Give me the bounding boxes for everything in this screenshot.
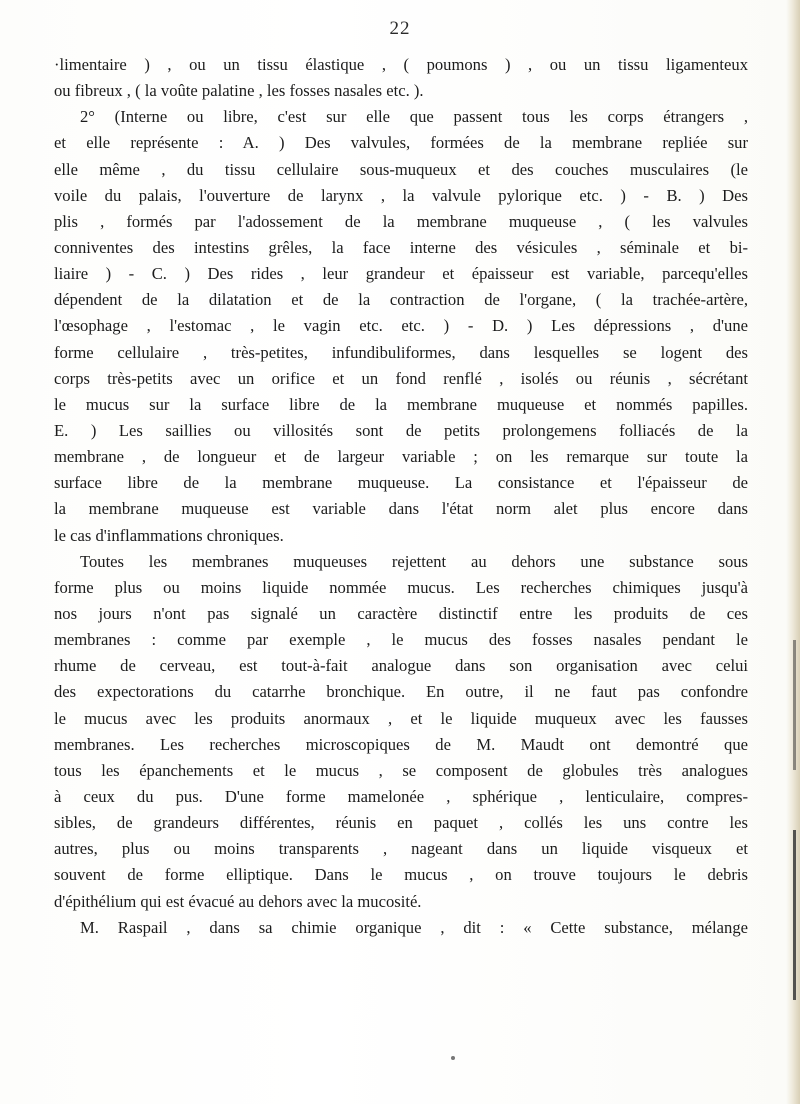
- text-line: le mucus avec les produits anormaux , et le liquide muqueux avec les fausses: [54, 708, 748, 728]
- text-line: des expectorations du catarrhe bronchique. En outre, il ne faut pas confondre: [54, 682, 748, 702]
- body-text: [54, 52, 748, 941]
- text-line: membranes. Les recherches microscopiques de M. Maudt ont demontré que: [54, 734, 748, 754]
- text-line: le cas d'inflammations chroniques.: [54, 525, 284, 545]
- ink-speck: [451, 1056, 455, 1060]
- text-line: surface libre de la membrane muqueuse. La consistance et l'épaisseur de: [54, 473, 748, 493]
- text-line: l'œsophage , l'estomac , le vagin etc. etc. ) - D. ) Les dépressions , d'une: [54, 316, 748, 336]
- text-line: tous les épanchements et le mucus , se composent de globules très analogues: [54, 760, 748, 780]
- text-line: à ceux du pus. D'une forme mamelonée , sphérique , lenticulaire, compres-: [54, 786, 748, 806]
- edge-shadow-mark: [793, 640, 796, 770]
- text-line: membrane , de longueur et de largeur variable ; on les remarque sur toute la: [54, 447, 748, 467]
- text-line: forme cellulaire , très-petites, infundibuliformes, dans lesquelles se logent des: [54, 342, 748, 362]
- text-line: autres, plus ou moins transparents , nageant dans un liquide visqueux et: [54, 839, 748, 859]
- text-line: plis , formés par l'adossement de la membrane muqueuse , ( les valvules: [54, 211, 748, 231]
- text-line: forme plus ou moins liquide nommée mucus. Les recherches chimiques jusqu'à: [54, 577, 748, 597]
- text-line: E. ) Les saillies ou villosités sont de petits prolongemens folliacés de la: [54, 420, 748, 440]
- text-line: liaire ) - C. ) Des rides , leur grandeur et épaisseur est variable, parcequ'elles: [54, 264, 748, 284]
- text-line: nos jours n'ont pas signalé un caractère distinctif entre les produits de ces: [54, 603, 748, 623]
- text-line: dépendent de la dilatation et de la contraction de l'organe, ( la trachée-artère,: [54, 290, 748, 310]
- text-line: rhume de cerveau, est tout-à-fait analogue dans son organisation avec celui: [54, 656, 748, 676]
- text-line: conniventes des intestins grêles, la face interne des vésicules , séminale et bi-: [54, 237, 748, 257]
- text-line: souvent de forme elliptique. Dans le mucus , on trouve toujours le debris: [54, 865, 748, 885]
- text-line: 2° (Interne ou libre, c'est sur elle que passent tous les corps étrangers ,: [80, 107, 748, 127]
- page-edge: [786, 0, 800, 1104]
- text-line: membranes : comme par exemple , le mucus des fosses nasales pendant le: [54, 630, 748, 650]
- text-line: sibles, de grandeurs différentes, réunis en paquet , collés les uns contre les: [54, 813, 748, 833]
- text-line: corps très-petits avec un orifice et un fond renflé , isolés ou réunis , sécrétant: [54, 368, 748, 388]
- text-line: ·limentaire ) , ou un tissu élastique , ( poumons ) , ou un tissu ligamenteux: [54, 55, 748, 74]
- page-number: 22: [389, 18, 411, 39]
- text-line: elle même , du tissu cellulaire sous-muqueux et des couches musculaires (le: [54, 159, 748, 179]
- text-line: d'épithélium qui est évacué au dehors avec la mucosité.: [54, 891, 422, 911]
- text-line: Toutes les membranes muqueuses rejettent au dehors une substance sous: [80, 551, 748, 571]
- text-line: M. Raspail , dans sa chimie organique , dit : « Cette substance, mélange: [80, 917, 748, 937]
- text-line: et elle représente : A. ) Des valvules, formées de la membrane repliée sur: [54, 133, 748, 153]
- text-line: ou fibreux , ( la voûte palatine , les fosses nasales etc. ).: [54, 81, 424, 101]
- text-line: voile du palais, l'ouverture de larynx , la valvule pylorique etc. ) - B. ) Des: [54, 185, 748, 205]
- text-line: le mucus sur la surface libre de la membrane muqueuse et nommés papilles.: [54, 394, 748, 414]
- edge-shadow-mark: [793, 830, 796, 1000]
- text-line: la membrane muqueuse est variable dans l'état norm alet plus encore dans: [54, 499, 748, 519]
